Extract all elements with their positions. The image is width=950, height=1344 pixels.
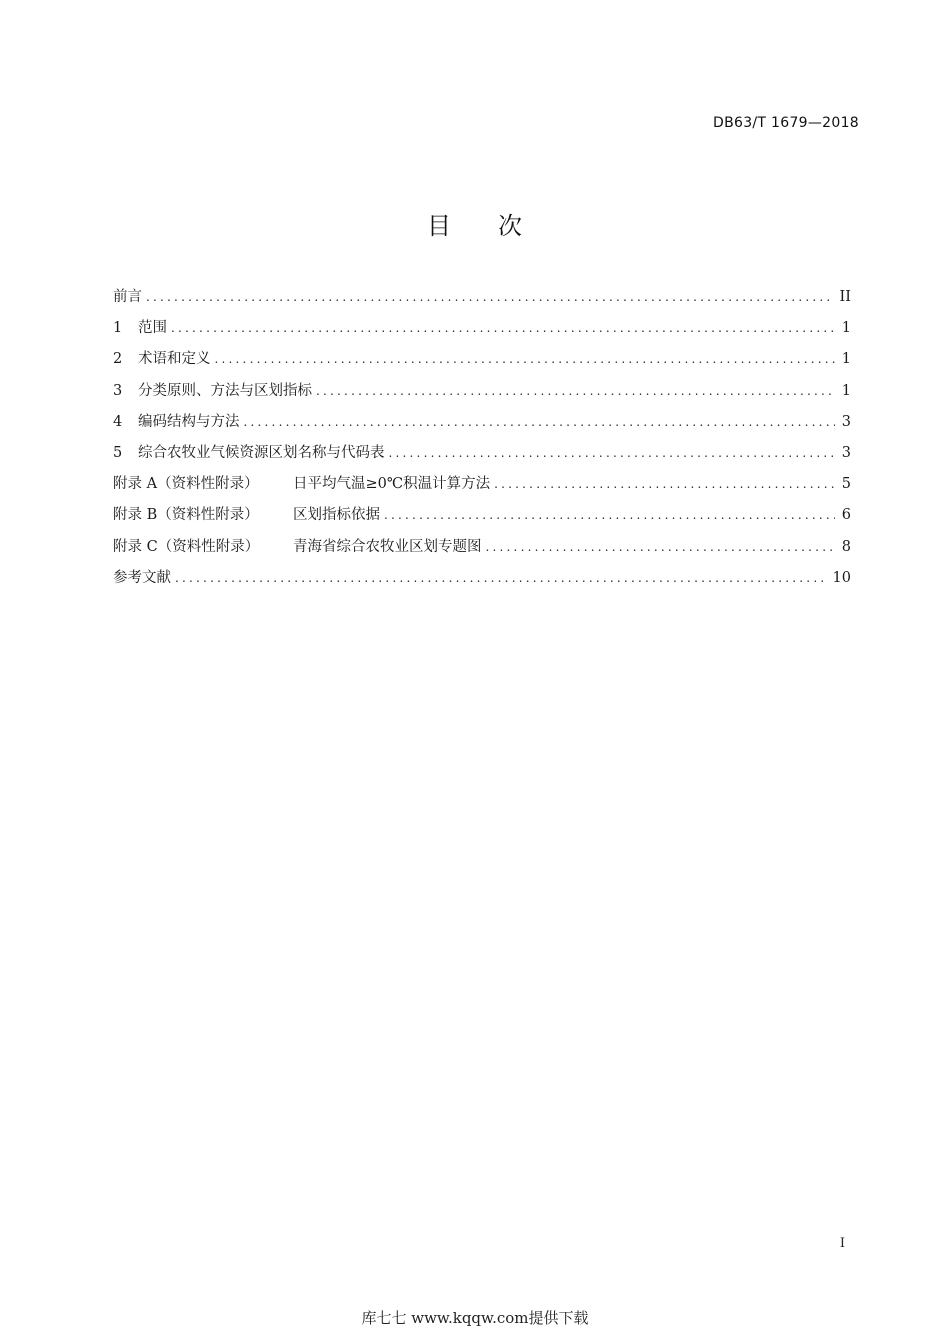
toc-entry-number: 4: [113, 413, 123, 430]
toc-leader-dots: [494, 473, 835, 495]
toc-leader-dots: [384, 504, 835, 526]
toc-entry-label: 术语和定义: [138, 351, 211, 368]
toc-entry-label: 区划指标依据: [293, 507, 380, 524]
toc-entry-label: 前言: [113, 289, 142, 305]
toc-entry-label: 综合农牧业气候资源区划名称与代码表: [138, 444, 385, 461]
toc-leader-dots: [146, 286, 834, 308]
toc-leader-dots: [175, 567, 827, 589]
toc-entry-appendix-b[interactable]: [113, 504, 851, 535]
table-of-contents: [113, 286, 851, 598]
toc-entry-appendix-c[interactable]: [113, 536, 851, 567]
title-char-1: 目: [427, 212, 452, 240]
page-title: [0, 206, 950, 241]
toc-leader-dots: [215, 348, 836, 370]
toc-entry-page: 3: [841, 413, 851, 430]
toc-entry-number: 5: [113, 444, 123, 461]
toc-entry-page: 1: [841, 351, 851, 368]
toc-entry-page: II: [839, 289, 851, 305]
toc-leader-dots: [171, 317, 835, 339]
toc-entry-page: 10: [832, 569, 851, 586]
document-code: DB63/T 1679—2018: [713, 115, 859, 131]
toc-entry-label: 日平均气温≥0℃积温计算方法: [293, 476, 491, 493]
download-watermark: 库七七 www.kqqw.com提供下载: [361, 1309, 589, 1327]
toc-entry-page: 8: [841, 538, 851, 555]
toc-entry-number: 2: [113, 351, 123, 368]
toc-entry-number: 3: [113, 382, 123, 399]
toc-entry-label: 范围: [138, 320, 167, 337]
toc-entry-label: 编码结构与方法: [138, 413, 240, 430]
toc-entry-appendix-prefix: 附录 A（资料性附录）: [113, 476, 259, 493]
toc-entry-principles[interactable]: [113, 380, 851, 411]
toc-entry-page: 3: [841, 444, 851, 461]
toc-entry-foreword[interactable]: [113, 286, 851, 317]
toc-entry-appendix-prefix: 附录 B（资料性附录）: [113, 507, 259, 524]
toc-entry-label: 参考文献: [113, 569, 171, 586]
toc-entry-label: 青海省综合农牧业区划专题图: [293, 538, 482, 555]
toc-entry-appendix-a[interactable]: [113, 473, 851, 504]
toc-entry-number: 1: [113, 320, 123, 337]
toc-leader-dots: [316, 380, 835, 402]
toc-entry-page: 5: [841, 476, 851, 493]
title-char-2: 次: [498, 212, 523, 240]
toc-entry-code-table[interactable]: [113, 442, 851, 473]
toc-leader-dots: [389, 442, 836, 464]
toc-leader-dots: [244, 411, 836, 433]
toc-entry-coding[interactable]: [113, 411, 851, 442]
toc-entry-appendix-prefix: 附录 C（资料性附录）: [113, 538, 260, 555]
toc-entry-page: 6: [841, 507, 851, 524]
toc-entry-page: 1: [841, 320, 851, 337]
page-number: I: [839, 1236, 845, 1251]
toc-entry-label: 分类原则、方法与区划指标: [138, 382, 312, 399]
toc-entry-page: 1: [841, 382, 851, 399]
toc-entry-terms[interactable]: [113, 348, 851, 379]
toc-entry-references[interactable]: [113, 567, 851, 598]
toc-entry-scope[interactable]: [113, 317, 851, 348]
toc-leader-dots: [486, 536, 836, 558]
